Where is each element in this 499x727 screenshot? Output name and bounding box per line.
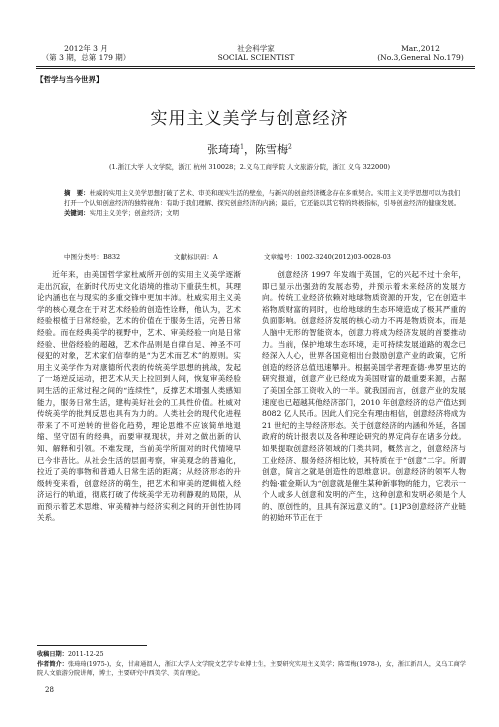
header-journal-name: 社会科学家 SOCIAL SCIENTIST bbox=[217, 44, 295, 62]
header-issue-number: Mar.,2012 (No.3,General No.179) bbox=[377, 44, 464, 62]
footnote-rule bbox=[37, 645, 147, 646]
author-name: 张琦琦 bbox=[207, 143, 241, 156]
page-number: 28 bbox=[45, 686, 54, 694]
header-rule-thin bbox=[36, 68, 475, 69]
body-paragraph: 近年来，由美国哲学家杜威所开创的实用主义美学逐渐走出沉寂，在新时代历史文化语境的推动下重获生机，其理论内涵也在与现实的多重交锋中更加丰沛。杜威实用主义美学的核心观念在于对艺术经验的创造性诠释，他认为，艺术经验根植于日常经验，艺术的价值在于服务生活，完善日常经验。而在经典美学的视野中，艺术、审美经验一向是日常经验、世俗经验的超越，艺术作品则是自律自足、神圣不可侵犯的对象，艺术家们信奉的是“为艺术而艺术”的原则。实用主义美学作为对康德所代表的传统美学思想的挑战，发起了一场逆反运动，把艺术从天上拉回到人间，恢复审美经验同生活的正常过程之间的“连续性”，反撑艺术增强人类感知能力，服务日常生活，建构美好社会的工具性价值。杜威对传统美学的批判反思也具有为力的。人类社会的现代化进程带来了不可逆转的世俗化趋势，理论思维不应该简单地退缩、坚守固有的经典，而要审视现状，并对之做出新的认知、解释和引领。不难发现，当前美学所面对的时代情境早已今非昔比。从社会生活的层面考察，审美观念的普遍化，拉近了美的事物和普通人日常生活的距离；从经济形态的升级转变来看，创意经济的萌生，把艺术和审美的逻辑植入经济运行的轨道，彻底打破了传统美学无功利静观的局限，从而预示着艺术思维、审美精神与经济实利之间的开创性协同关系。 bbox=[37, 270, 241, 523]
running-header bbox=[36, 44, 475, 64]
author-separator: ， bbox=[244, 143, 255, 156]
body-paragraph: 创意经济 1997 年发端于英国，它的兴起不过十余年，即已显示出强劲的发展态势，并预示着未来经济的发展方向。传统工业经济依赖对地球物质资源的开发，它在创造丰裕物质财富的同时，也给地球的生态环境造成了极其严重的负面影响。创意经济发展的核心动力不再是物质资本，而是人脑中无形的智能资本，创意力将成为经济发展的首要推动力。当前，保护地球生态环境，走可持续发展道路的观念已经深入人心，世界各国竞相出台鼓励创意产业的政策，它所创造的经济总值迅速攀升。根据美国学者理查德·弗罗里达的研究报道，创意产业已经成为美国财富的最重要来源，占据了美国全部工资收入的一半。就我国而言，创意产业的发展速度也已超越其他经济部门，2010 年创意经济的总产值达到 8082 亿人民币。因此人们完全有理由相信，创意经济将成为 21 世纪的主导经济形态。关于创意经济的内涵和外延，各国政府的统计报表以及各种理论研究的界定尚存在诸多分歧。如果提取创意经济领域的门类共同，概然言之，创意经济与工业经济、服务经济相比较，其特质在于“创意”二字。所谓创意，简言之就是创造性的思维意识。创意经济的领军人物约翰·霍金斯认为“创意就是催生某种新事物的能力，它表示一个人或多人创意和发明的产生，这种创意和发明必须是个人的、原创性的，且具有深远意义的”。[1]P3创意经济产业链的初始环节正在于 bbox=[262, 270, 466, 523]
footnote bbox=[37, 650, 469, 679]
keywords-text: 实用主义美学；创意经济；文明 bbox=[89, 209, 180, 217]
header-issue-date: 2012年 3 月 （第 3 期，总第 179 期） bbox=[41, 44, 131, 62]
abstract-label: 摘 要： bbox=[64, 189, 90, 197]
abstract-text: 杜威的实用主义美学思想打破了艺术、审美和现实生活的壁垒，与新兴的创意经济概念存在多重契合。实用主义美学思想可以为我们打开一个认知创意经济的独特视角：有助于我们理解、探究创意经济的内涵；最后，它还能以其它特的终极指标，引导创意经济的健康发展。 bbox=[64, 189, 461, 207]
section-tag: 【哲学与当今世界】 bbox=[36, 75, 104, 84]
abstract-block bbox=[64, 188, 466, 218]
author-bio: 作者简介：张琦琦(1975-)，女，甘肃通渭人，浙江大学人文学院文艺学专业博士生，主要研究实用主义美学；陈雪梅(1978-)，女，浙江新昌人，义乌工商学院人文旅游分院讲师，博士，主要研究中西美学、美育理论。 bbox=[37, 660, 466, 677]
author-name: 陈雪梅 bbox=[255, 143, 288, 156]
keywords bbox=[64, 208, 466, 218]
affiliations: (1.浙江大学 人文学院，浙江 杭州 310028；2.义乌工商学院 人文旅游分院，浙江 义乌 322000) bbox=[109, 163, 390, 171]
keywords-label: 关键词： bbox=[64, 209, 90, 217]
body-column-right bbox=[262, 269, 466, 524]
received-date: 收稿日期：2011-12-25 bbox=[37, 651, 104, 658]
body-column-left bbox=[37, 269, 241, 524]
author-affil-mark: 1 bbox=[240, 143, 244, 151]
author-affil-mark: 2 bbox=[288, 143, 292, 151]
document-code: 文献标识码：A bbox=[174, 253, 218, 261]
author-line bbox=[0, 141, 499, 157]
article-number: 文章编号：1002-3240(2012)03-0028-03 bbox=[264, 253, 391, 261]
article-title: 实用主义美学与创意经济 bbox=[150, 109, 349, 129]
abstract bbox=[64, 188, 466, 208]
header-rule bbox=[36, 66, 475, 67]
clc-number: 中图分类号：B832 bbox=[64, 253, 121, 261]
